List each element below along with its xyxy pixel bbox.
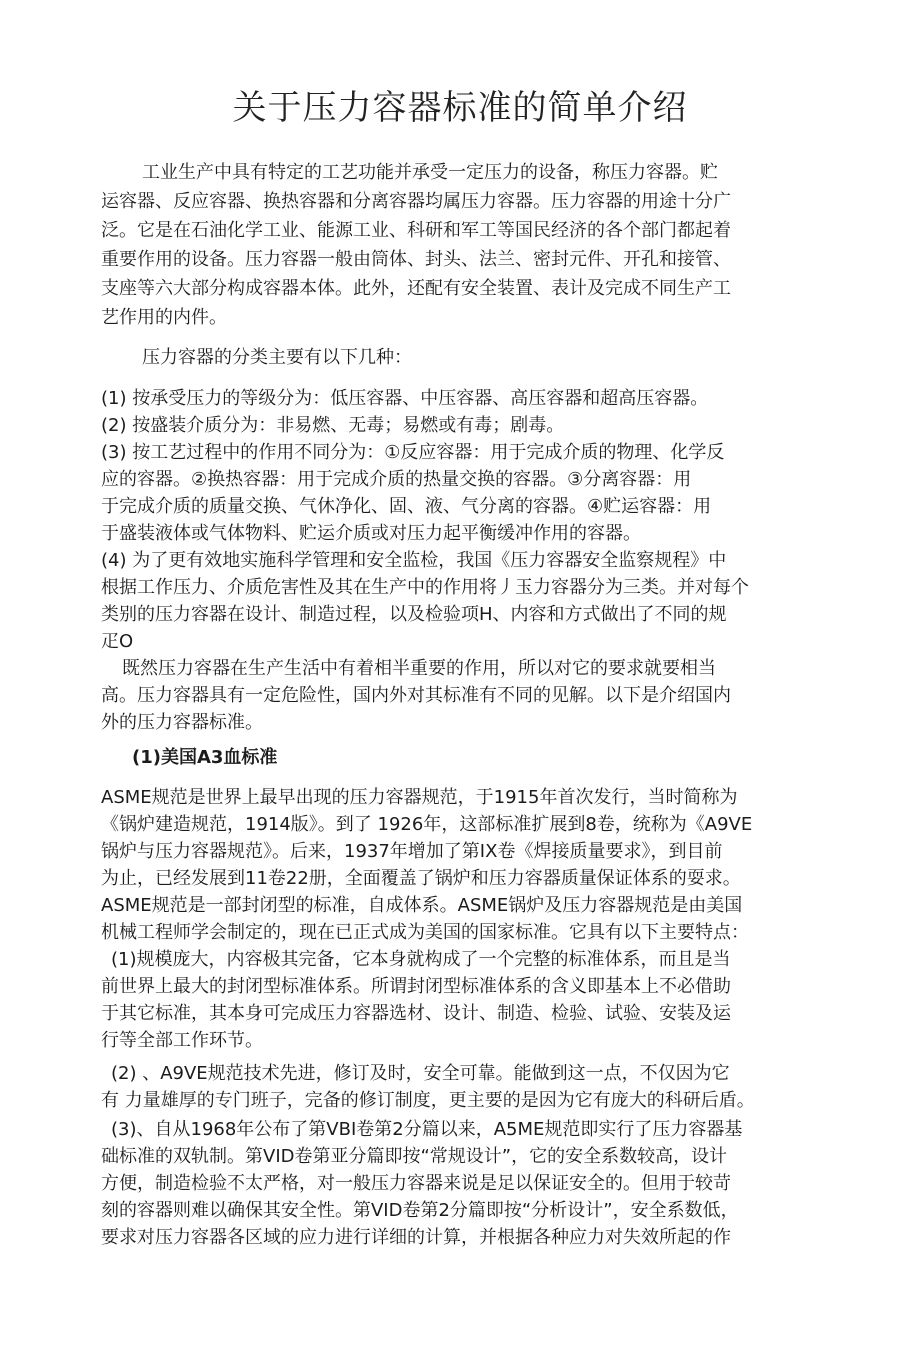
section-heading: (1)美国A3血标准: [132, 747, 278, 768]
paragraph-line: 压力容器的分类主要有以下几种：: [142, 347, 412, 368]
list-item: (2) 、A9VE规范技术先进，修订及时，安全可靠。能做到这一点，不仅因为它: [111, 1063, 730, 1084]
paragraph-line: 既然压力容器在生产生活中有着相半重要的作用，所以对它的要求就要相当: [122, 658, 716, 679]
paragraph-line: 前世界上最大的封闭型标准体系。所谓封闭型标准体系的含义即基本上不必借助: [101, 976, 731, 997]
list-item: (3) 按工艺过程中的作用不同分为：①反应容器：用于完成介质的物理、化学反: [101, 442, 725, 463]
paragraph-line: 应的容器。②换热容器：用于完成介质的热量交换的容器。③分离容器：用: [101, 469, 692, 490]
list-item: (3)、自从1968年公布了第VBI卷第2分篇以来，A5ME规范即实行了压力容器基: [111, 1119, 743, 1140]
list-item: (1) 按承受压力的等级分为：低压容器、中压容器、高压容器和超高压容器。: [101, 388, 709, 409]
paragraph-line: 外的压力容器标准。: [101, 712, 263, 733]
list-item: (2) 按盛装介质分为：非易燃、无毒；易燃或有毒；剧毒。: [101, 415, 565, 436]
paragraph-line: 运容器、反应容器、换热容器和分离容器均属压力容器。压力容器的用途十分广: [101, 191, 731, 212]
paragraph-line: 为止，已经发展到11卷22册，全面覆盖了锅炉和压力容器质量保证体系的耍求。: [101, 868, 741, 889]
paragraph-line: 于其它标准，其本身可完成压力容器选材、设计、制造、检验、试验、安装及运: [101, 1003, 731, 1024]
paragraph-line: 于盛装液体或气体物料、贮运介质或对压力起平衡缓冲作用的容器。: [101, 523, 641, 544]
paragraph-line: 工业生产中具有特定的工艺功能并承受一定压力的设备，称压力容器。贮: [142, 162, 718, 183]
list-item: (1)规模庞大，内容极其完备，它本身就构成了一个完整的标准体系，而且是当: [111, 949, 731, 970]
paragraph-line: 行等全部工作环节。: [101, 1030, 263, 1051]
paragraph-line: 方便，制造检验不太严格，对一般压力容器来说是足以保证安全的。但用于较苛: [101, 1173, 731, 1194]
paragraph-line: 泛。它是在石油化学工业、能源工业、科研和军工等国民经济的各个部门都起着: [101, 220, 731, 241]
paragraph-line: 锅炉与压力容器规范》。后来，1937年增加了第IX卷《焊接质量要求》，到目前: [101, 841, 723, 862]
paragraph-line: 艺作用的内件。: [101, 307, 227, 328]
paragraph-line: 重要作用的设备。压力容器一般由筒体、封头、法兰、密封元件、开孔和接管、: [101, 249, 731, 270]
list-item: (4) 为了更有效地实施科学管理和安全监检，我国《压力容器安全监察规程》中: [101, 550, 727, 571]
paragraph-line: 类别的压力容器在设计、制造过程，以及检验项H、内容和方式做出了不同的规: [101, 604, 727, 625]
paragraph-line: 根据工作压力、介质危害性及其在生产中的作用将丿玉力容器分为三类。并对每个: [101, 577, 749, 598]
paragraph-line: ASME规范是一部封闭型的标准，自成体系。ASME锅炉及压力容器规范是由美国: [101, 895, 743, 916]
paragraph-line: 机械工程师学会制定的，现在已正式成为美国的国家标准。它具有以下主要特点：: [101, 922, 749, 943]
paragraph-line: 刻的容器则难以确保其安全性。第VID卷第2分篇即按“分析设计”，安全系数低，: [101, 1200, 739, 1221]
paragraph-line: 要求对压力容器各区域的应力进行详细的计算，并根据各种应力对失效所起的作: [101, 1227, 731, 1248]
paragraph-line: ASME规范是世界上最早出现的压力容器规范，于1915年首次发行，当时简称为: [101, 787, 738, 808]
paragraph-line: 疋O: [101, 631, 134, 652]
document-title: 关于压力容器标准的简单介绍: [232, 88, 688, 128]
paragraph-line: 《锅炉建造规范，1914版》。到了 1926年，这部标准扩展到8卷，统称为《A9VE: [101, 814, 753, 835]
paragraph-line: 有 力量雄厚的专门班子，完备的修订制度，更主要的是因为它有庞大的科研后盾。: [101, 1090, 755, 1111]
paragraph-line: 高。压力容器具有一定危险性，国内外对其标准有不同的见解。以下是介绍国内: [101, 685, 731, 706]
paragraph-line: 础标准的双轨制。第VID卷第亚分篇即按“常规设计”，它的安全系数较高，设计: [101, 1146, 728, 1167]
paragraph-line: 支座等六大部分构成容器本体。此外，还配有安全装置、表计及完成不同生产工: [101, 278, 731, 299]
paragraph-line: 于完成介质的质量交换、气休净化、固、液、气分离的容器。④贮运容器：用: [101, 496, 712, 517]
